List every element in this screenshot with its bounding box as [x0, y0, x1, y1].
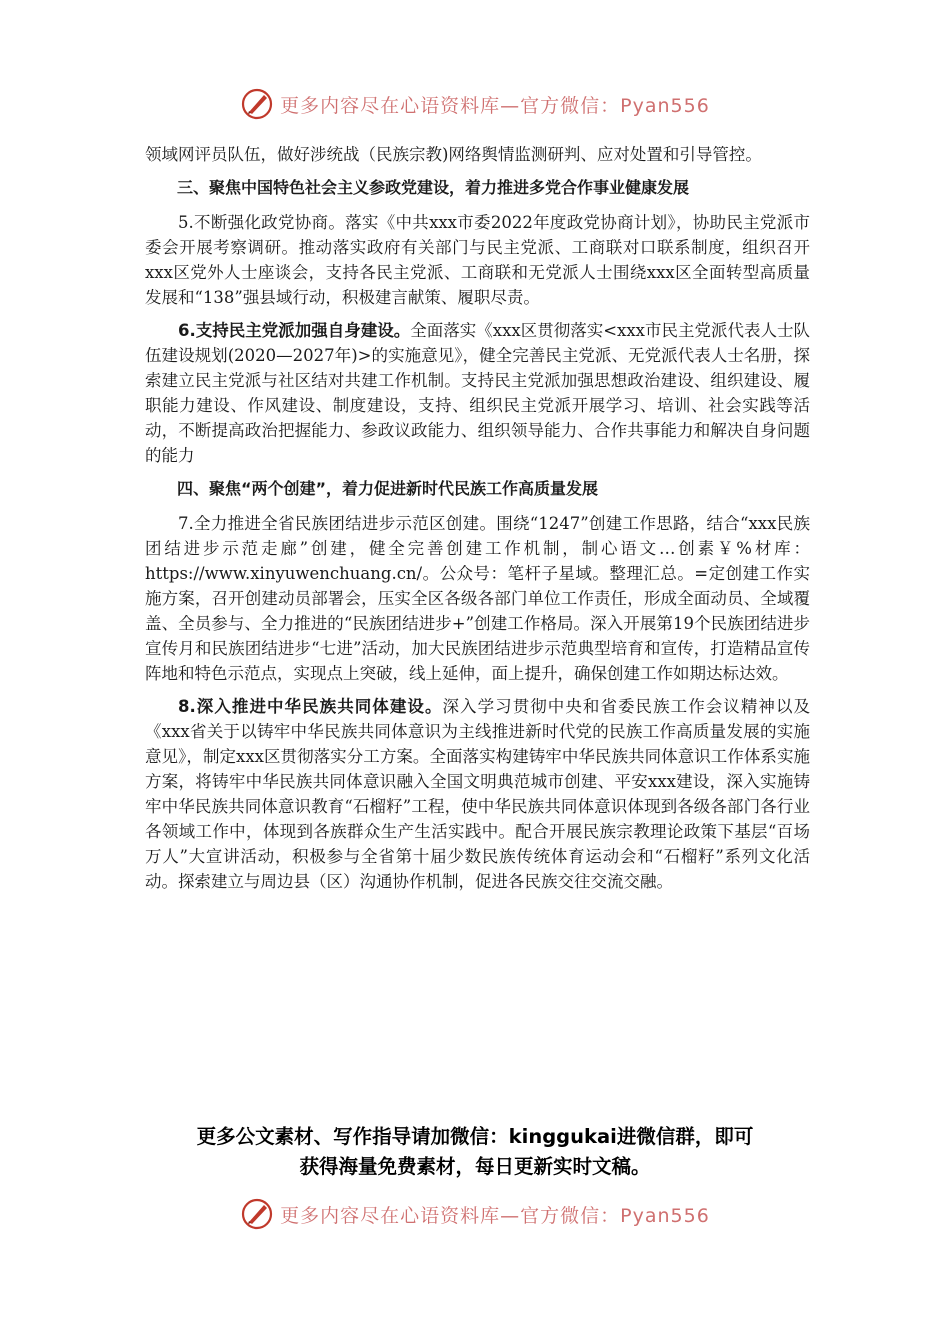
item-6-body: 全面落实《xxx区贯彻落实<xxx市民主党派代表人士队伍建设规划(2020—2027年)>的实施意见》，健全完善民主党派、无党派代表人士名册，探索建立民主党派与社区结对共建工作机制。支持民主党派加强思想政治建设、组织建设、履职能力建设、作风建设、制度建设，支持、组织民主党派开展学习、培训、社会实践等活动，不断提高政治把握能力、参政议政能力、组织领导能力、合作共事能力和解决自身问题的能力 — [145, 321, 810, 465]
document-body — [145, 142, 810, 902]
intro-paragraph: 领域网评员队伍，做好涉统战（民族宗教)网络舆情监测研判、应对处置和引导管控。 — [145, 145, 762, 164]
item-6-lead: 6.支持民主党派加强自身建设。 — [178, 321, 411, 340]
watermark-text: 更多内容尽在心语资料库—官方微信：Pyan556 — [280, 94, 710, 117]
item-8-lead: 8.深入推进中华民族共同体建设。 — [178, 697, 443, 716]
watermark-footer — [0, 1194, 950, 1234]
paragraph-item-8 — [145, 694, 810, 894]
paragraph-item-6 — [145, 318, 810, 468]
section-heading-4: 四、聚焦“两个创建”，着力促进新时代民族工作高质量发展 — [177, 479, 599, 498]
pen-circle-logo-icon — [240, 87, 274, 121]
item-8-body: 深入学习贯彻中央和省委民族工作会议精神以及《xxx省关于以铸牢中华民族共同体意识为主线推进新时代党的民族工作高质量发展的实施意见》，制定xxx区贯彻落实分工方案。全面落实构建铸牢中华民族共同体意识工作体系实施方案，将铸牢中华民族共同体意识融入全国文明典范城市创建、平安xxx建设，深入实施铸牢中华民族共同体意识教育“石榴籽”工程，使中华民族共同体意识体现到各级各部门各行业各领域工作中，体现到各族群众生产生活实践中。配合开展民族宗教理论政策下基层“百场万人”大宣讲活动，积极参与全省第十届少数民族传统体育运动会和“石榴籽”系列文化活动。探索建立与周边县（区）沟通协作机制，促进各民族交往交流交融。 — [145, 697, 811, 891]
footer-line-2: 获得海量免费素材，每日更新实时文稿。 — [299, 1155, 651, 1178]
footer-notice — [120, 1122, 830, 1182]
paragraph-item-7: 7.全力推进全省民族团结进步示范区创建。围绕“1247”创建工作思路，结合“xxx民族团结进步示范走廊”创建，健全完善创建工作机制，制心语文…创素￥%材库：https://www.xinyuwenchuang.cn/。公众号：笔杆子星域。整理汇总。=定创建工作实施方案，召开创建动员部署会，压实全区各级各部门单位工作责任，形成全面动员、全域覆盖、全员参与、全力推进的“民族团结进步+”创建工作格局。深入开展第19个民族团结进步宣传月和民族团结进步“七进”活动，加大民族团结进步示范典型培育和宣传，打造精品宣传阵地和特色示范点，实现点上突破，线上延伸，面上提升，确保创建工作如期达标达效。 — [145, 514, 810, 683]
section-heading-3: 三、聚焦中国特色社会主义参政党建设，着力推进多党合作事业健康发展 — [177, 178, 690, 197]
footer-line-1: 更多公文素材、写作指导请加微信：kinggukai进微信群，即可 — [196, 1125, 754, 1148]
paragraph-item-5: 5.不断强化政党协商。落实《中共xxx市委2022年度政党协商计划》，协助民主党派市委会开展考察调研。推动落实政府有关部门与民主党派、工商联对口联系制度，组织召开xxx区党外人士座谈会，支持各民主党派、工商联和无党派人士围绕xxx区全面转型高质量发展和“138”强县域行动，积极建言献策、履职尽责。 — [145, 213, 810, 307]
watermark-header — [0, 84, 950, 124]
watermark-text: 更多内容尽在心语资料库—官方微信：Pyan556 — [280, 1204, 710, 1227]
pen-circle-logo-icon — [240, 1197, 274, 1231]
